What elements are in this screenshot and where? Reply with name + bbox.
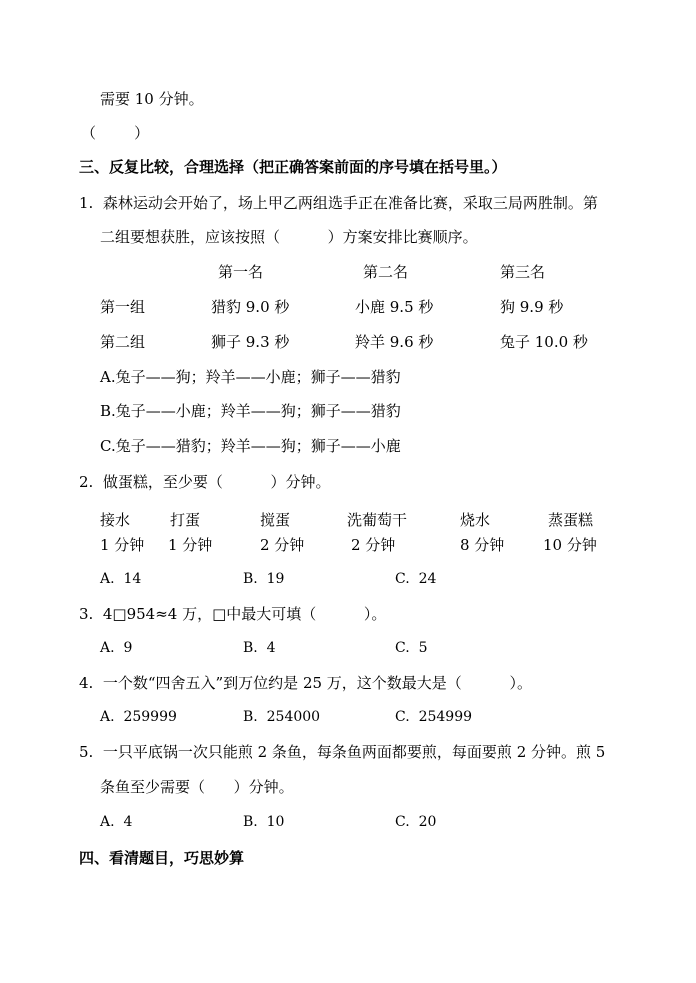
q2-step-time: 2 分钟 xyxy=(260,536,305,554)
q1-row1-cell2: 小鹿 9.5 秒 xyxy=(355,298,434,316)
q3-option-b: B. 4 xyxy=(243,640,276,656)
q2-step-time: 1 分钟 xyxy=(168,536,213,554)
q4-option-a: A. 259999 xyxy=(100,709,177,725)
q5-line2: 条鱼至少需要（ ）分钟。 xyxy=(100,778,294,796)
q2-step-name: 接水 xyxy=(100,511,131,529)
q1-option-b: B.兔子——小鹿；羚羊——狗；狮子——猎豹 xyxy=(100,402,401,420)
q5-option-b: B. 10 xyxy=(243,814,285,830)
q1-option-a: A.兔子——狗；羚羊——小鹿；狮子——猎豹 xyxy=(100,368,401,386)
q3-option-c: C. 5 xyxy=(395,640,428,656)
q1-row1-group: 第一组 xyxy=(100,298,146,316)
q2-stem: 2. 做蛋糕，至少要（ ）分钟。 xyxy=(79,473,331,491)
q4-option-c: C. 254999 xyxy=(395,709,473,725)
q1-row2-cell1: 狮子 9.3 秒 xyxy=(211,333,290,351)
q1-row2-cell2: 羚羊 9.6 秒 xyxy=(355,333,434,351)
q2-step-time: 1 分钟 xyxy=(100,536,145,554)
q1-header-third: 第三名 xyxy=(500,263,546,281)
q3-stem: 3. 4□954≈4 万，□中最大可填（ ）。 xyxy=(79,605,387,623)
q5-option-a: A. 4 xyxy=(100,814,133,830)
q4-stem: 4. 一个数“四舍五入”到万位约是 25 万，这个数最大是（ ）。 xyxy=(79,674,532,692)
q2-option-a: A. 14 xyxy=(100,571,142,587)
q2-option-b: B. 19 xyxy=(243,571,285,587)
q2-step-name: 搅蛋 xyxy=(260,511,291,529)
q1-line2: 二组要想获胜，应该按照（ ）方案安排比赛顺序。 xyxy=(100,228,478,246)
q2-step-time: 8 分钟 xyxy=(460,536,505,554)
q1-row1-cell1: 猎豹 9.0 秒 xyxy=(211,298,290,316)
q2-step-name: 烧水 xyxy=(460,511,491,529)
q2-step-name: 打蛋 xyxy=(170,511,201,529)
section-3-heading: 三、反复比较，合理选择（把正确答案前面的序号填在括号里。） xyxy=(79,158,507,176)
q4-option-b: B. 254000 xyxy=(243,709,321,725)
q3-option-a: A. 9 xyxy=(100,640,133,656)
intro-line: 需要 10 分钟。 xyxy=(100,90,204,108)
answer-paren: （ ） xyxy=(81,124,150,142)
q1-row2-group: 第二组 xyxy=(100,333,146,351)
q1-option-c: C.兔子——猎豹；羚羊——狗；狮子——小鹿 xyxy=(100,437,401,455)
q2-step-name: 蒸蛋糕 xyxy=(548,511,594,529)
q2-step-name: 洗葡萄干 xyxy=(347,511,408,529)
q1-header-second: 第二名 xyxy=(363,263,409,281)
q1-row1-cell3: 狗 9.9 秒 xyxy=(500,298,564,316)
q5-line1: 5. 一只平底锅一次只能煎 2 条鱼，每条鱼两面都要煎，每面要煎 2 分钟。煎 5 xyxy=(79,743,606,761)
q1-header-first: 第一名 xyxy=(218,263,264,281)
q2-option-c: C. 24 xyxy=(395,571,437,587)
q2-step-time: 10 分钟 xyxy=(543,536,597,554)
q1-row2-cell3: 兔子 10.0 秒 xyxy=(500,333,588,351)
q5-option-c: C. 20 xyxy=(395,814,437,830)
section-4-heading: 四、看清题目，巧思妙算 xyxy=(79,849,245,867)
q2-step-time: 2 分钟 xyxy=(351,536,396,554)
q1-line1: 1. 森林运动会开始了，场上甲乙两组选手正在准备比赛，采取三局两胜制。第 xyxy=(79,194,598,212)
